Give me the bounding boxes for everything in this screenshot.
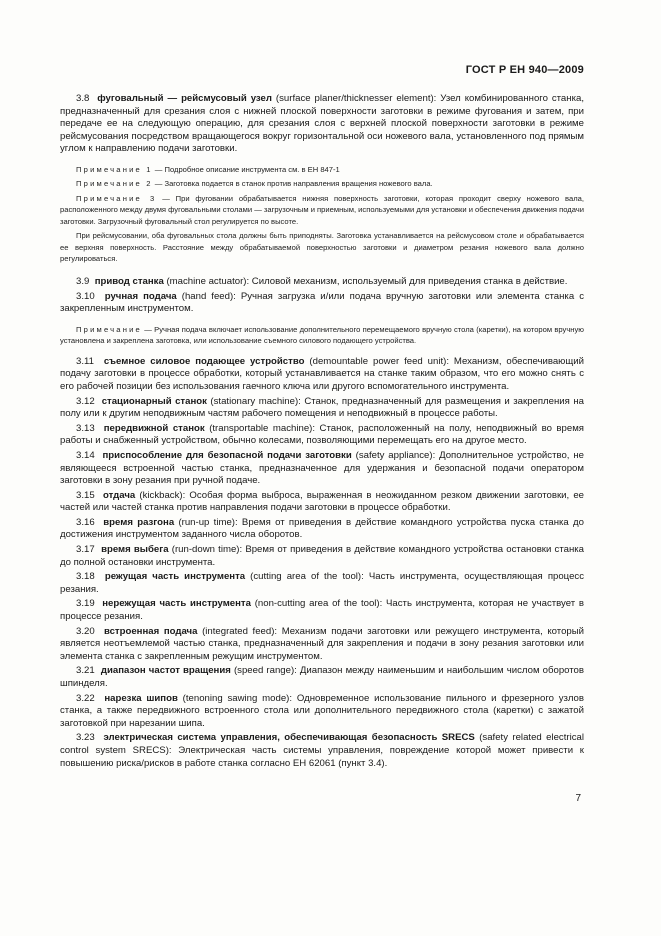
definition-3-16: 3.16 время разгона (run-up time): Время от приведения в действие командного устройства пуска станка до достижения инструментом заданного числа оборотов. (60, 516, 584, 541)
definition-3-11: 3.11 съемное силовое подающее устройство (demountable power feed unit): Механизм, обеспечивающий подачу заготовки в процессе обработки, который устанавливается на станке таким образом, что его можно снять с его рабочей позиции без использования гаечного ключа или другого вспомогательного инструмента. (60, 355, 584, 392)
note-1: Примечание 1 — Подробное описание инструмента см. в ЕН 847-1 (76, 164, 340, 174)
term: встроенная подача (103, 625, 198, 637)
term: время разгона (103, 516, 175, 528)
definition-3-14: 3.14 приспособление для безопасной подачи заготовки (safety appliance): Дополнительное устройство, не являющееся встроенной частью станка, предназначенное для удержания и безопасной подачи оператором заготовки в зону резания при ручной подаче. (60, 449, 584, 487)
note-3-continued: При рейсмусовании, оба фуговальных стола должны быть приподняты. Заготовка устанавливается на рейсмусовом столе и обрабатывается ее верхняя поверхность. Расстояние между обрабатываемой поверхностью заготовки и диаметром резания ножевого вала должно регулироваться. (60, 231, 584, 264)
definition-3-18: 3.18 режущая часть инструмента (cutting area of the tool): Часть инструмента, осуществляющая процесс резания. (60, 571, 584, 595)
term: привод станка (94, 275, 164, 287)
definition-3-23: 3.23 электрическая система управления, обеспечивающая безопасность SRECS (safety related electrical control system SRECS): Электрическая часть системы управления, повреждение которой может привести к повышению риска/рисков в работе станка согласно ЕН 62061 (пункт 3.4). (60, 732, 584, 769)
note-2: Примечание 2 — Заготовка подается в станок против направления вращения ножевого вала. (76, 179, 433, 189)
definition-3-12: 3.12 стационарный станок (stationary machine): Станок, предназначенный для размещения и закрепления на полу или к другим неподвижным частям рабочего помещения и неподвижный в процессе работы. (60, 395, 584, 420)
definition-3-19: 3.19 нережущая часть инструмента (non-cutting area of the tool): Часть инструмента, которая не участвует в процессе резания. (60, 598, 584, 623)
definition-3-22: 3.22 нарезка шипов (tenoning sawing mode): Одновременное использование пильного и фрезерного узлов станка, а также передвижного встроенного стола или дополнительного передвижного стола (каретки) с зажатой заготовкой при нарезании шипа. (60, 692, 584, 729)
term: фуговальный — рейсмусовый узел (97, 93, 272, 104)
definition-3-10: 3.10 ручная подача (hand feed): Ручная загрузка и/или подача вручную заготовки или элемента станка с закрепленным инструментом. (60, 290, 584, 315)
note-3: Примечание 3 — При фуговании обрабатывается нижняя поверхность заготовки, которая проходит сверху ножевого вала, расположенного между двумя фуговальными столами — загрузочным и приемным, используемыми для установки и обеспечения движения подачи заготовки. Загрузочный фуговальный стол регулируется по высоте. (60, 193, 584, 226)
term: ручная подача (104, 290, 177, 302)
term: режущая часть инструмента (104, 571, 246, 583)
definition-3-15: 3.15 отдача (kickback): Особая форма выброса, выраженная в неожиданном резком движении заготовки, ее частей или частей станка против направления подачи заготовки в процессе обработки. (60, 489, 584, 514)
term: приспособление для безопасной подачи заготовки (102, 449, 352, 461)
note-3-10: Примечание — Ручная подача включает использование дополнительного перемещаемого вручную стола (каретки), на котором вручную установлена и закреплена заготовка, или использование съемного силового подающего устройства. (60, 324, 584, 346)
term: нережущая часть инструмента (102, 598, 251, 610)
term: нарезка шипов (104, 692, 178, 704)
term: отдача (102, 489, 136, 501)
definition-3-20: 3.20 встроенная подача (integrated feed): Механизм подачи заготовки или режущего инструмента, который является неотъемлемой частью станка, предназначенный для закрепления и подачи в зону резания заготовки или элемента станка с закрепленным режущим инструментом. (60, 625, 584, 662)
document-body (60, 93, 584, 772)
definition-3-17: 3.17 время выбега (run-down time): Время от приведения в действие командного устройства остановки станка до полной остановки инструмента. (60, 544, 584, 568)
definition-3-8: 3.8 фуговальный — рейсмусовый узел (surface planer/thicknesser element): Узел комбинированного станка, предназначенный для срезания слоя с нижней плоской поверхности заготовки в режиме фугования и затем, при передаче ее на следующую операцию, для срезания слоя с верхней плоской поверхности заготовки в режиме рейсмусования посредством вращающегося вокруг горизонтальной оси ножевого вала, установленного под прямым углом к направлению подачи заготовки. (60, 93, 584, 155)
definition-3-13: 3.13 передвижной станок (transportable machine): Станок, расположенный на полу, неподвижный во время работы и снабженный устройством, обычно колесами, позволяющими перемещать его на другое место. (60, 422, 584, 447)
term: электрическая система управления, обеспечивающая безопасность SRECS (103, 732, 475, 744)
definition-3-21: 3.21 диапазон частот вращения (speed range): Диапазон между наименьшим и наибольшим числом оборотов шпинделя. (60, 665, 584, 689)
definition-3-9: 3.9 привод станка (machine actuator): Силовой механизм, используемый для приведения станка в действие. (76, 275, 568, 287)
standard-header: ГОСТ Р ЕН 940—2009 (465, 64, 584, 76)
term: съемное силовое подающее устройство (103, 355, 305, 367)
term: стационарный станок (101, 395, 207, 407)
term: диапазон частот вращения (100, 665, 231, 677)
term: время выбега (101, 544, 169, 556)
term: передвижной станок (103, 422, 205, 434)
page-number: 7 (575, 793, 581, 804)
